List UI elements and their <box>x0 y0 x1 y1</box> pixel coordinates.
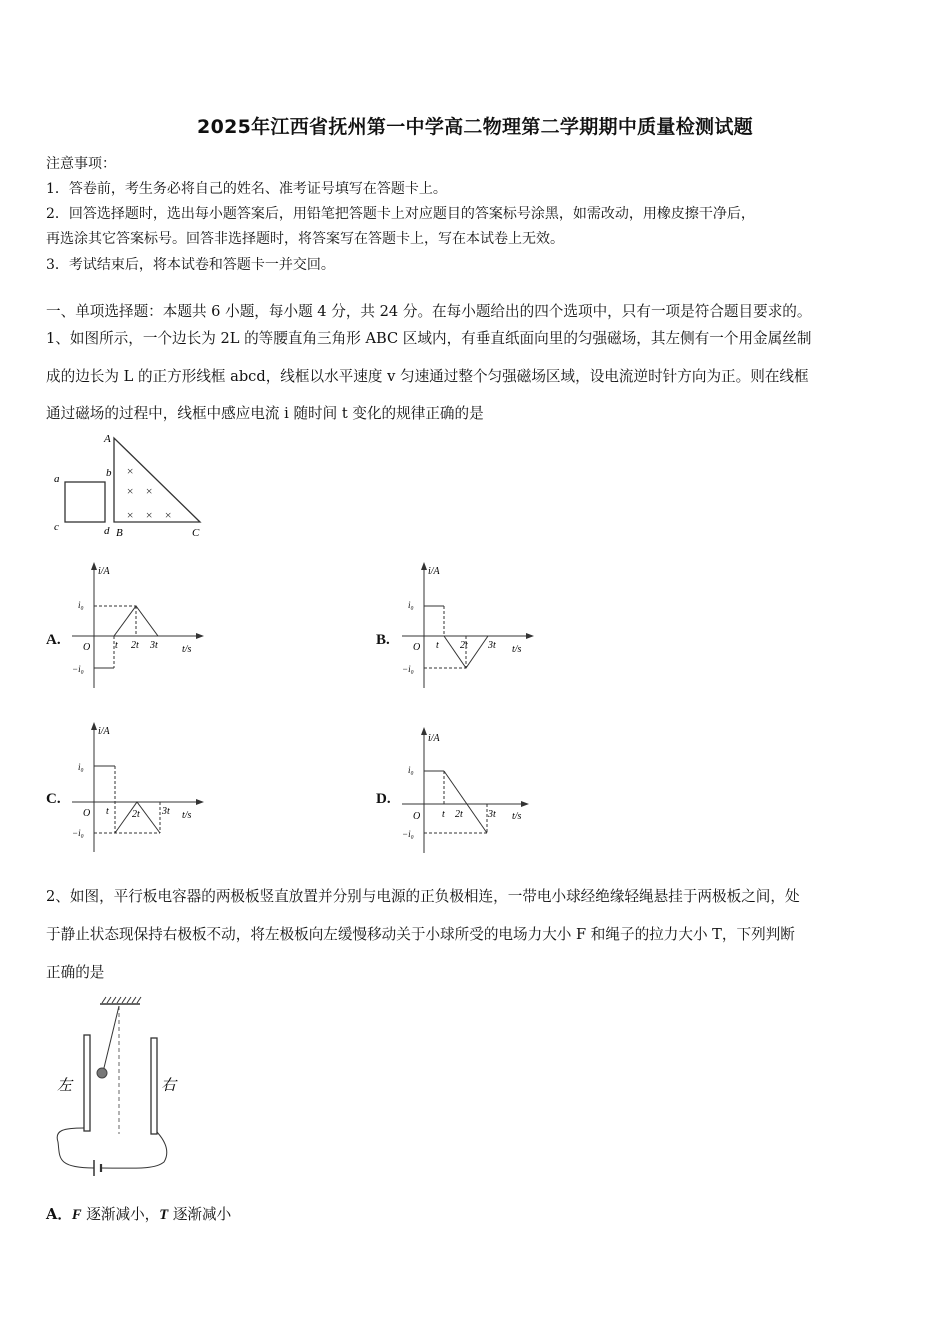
svg-text:3t: 3t <box>162 806 170 817</box>
right-plate-label: 右 <box>161 1078 177 1094</box>
svg-text:i/A: i/A <box>428 566 440 577</box>
option-c-label[interactable]: C. <box>46 791 61 807</box>
notice-item: 2．回答选择题时，选出每小题答案后，用铅笔把答题卡上对应题目的答案标号涂黑，如需改动，用橡皮擦干净后， <box>46 206 755 222</box>
option-a-graph[interactable] <box>70 560 210 694</box>
option-a-label[interactable]: A. <box>46 632 61 648</box>
question-2-figure <box>44 992 194 1191</box>
svg-text:3t: 3t <box>488 640 496 651</box>
svg-text:C: C <box>192 527 200 539</box>
notice-item: 1．答卷前，考生务必将自己的姓名、准考证号填写在答题卡上。 <box>46 181 447 197</box>
svg-text:d: d <box>104 525 110 537</box>
question-2-text: 正确的是 <box>46 964 105 981</box>
option-d-graph[interactable] <box>400 725 540 859</box>
svg-text:O: O <box>413 811 421 822</box>
svg-text:b: b <box>106 467 112 479</box>
svg-text:i₀: i₀ <box>408 600 414 610</box>
svg-text:−i₀: −i₀ <box>402 664 414 674</box>
option-a-text: 逐渐减小， <box>81 1206 160 1223</box>
svg-text:B: B <box>116 527 123 539</box>
option-c-graph[interactable] <box>70 720 210 859</box>
svg-text:c: c <box>54 521 59 533</box>
option-a-var-t: T <box>159 1207 169 1223</box>
option-a-var-f: F <box>71 1207 82 1223</box>
svg-text:−i₀: −i₀ <box>72 664 84 674</box>
svg-text:t: t <box>115 640 118 651</box>
svg-text:i₀: i₀ <box>78 762 84 772</box>
svg-text:2t: 2t <box>455 809 463 820</box>
question-2-option-a[interactable] <box>46 1203 231 1224</box>
svg-text:t/s: t/s <box>182 644 192 655</box>
question-1-text: 通过磁场的过程中，线框中感应电流 i 随时间 t 变化的规律正确的是 <box>46 405 484 422</box>
svg-text:−i₀: −i₀ <box>402 829 414 839</box>
question-1-figure <box>44 430 214 549</box>
page-title: 2025年江西省抚州第一中学高二物理第二学期期中质量检测试题 <box>197 116 753 138</box>
svg-text:t: t <box>436 640 439 651</box>
option-a-label: A． <box>46 1206 72 1223</box>
svg-text:3t: 3t <box>150 640 158 651</box>
svg-text:A: A <box>104 433 111 445</box>
question-2-text: 于静止状态现保持右极板不动，将左极板向左缓慢移动关于小球所受的电场力大小 F 和绳子的拉力大小 T，下列判断 <box>46 926 795 943</box>
notice-heading: 注意事项： <box>46 156 116 172</box>
svg-text:i/A: i/A <box>98 726 110 737</box>
question-1-text: 1、如图所示，一个边长为 2L 的等腰直角三角形 ABC 区域内，有垂直纸面向里的匀强磁场，其左侧有一个用金属丝制 <box>46 330 812 347</box>
left-plate-label: 左 <box>57 1078 73 1094</box>
notice-item: 3．考试结束后，将本试卷和答题卡一并交回。 <box>46 257 335 273</box>
svg-text:O: O <box>413 642 421 653</box>
svg-text:t/s: t/s <box>512 811 522 822</box>
question-1-text: 成的边长为 L 的正方形线框 abcd，线框以水平速度 v 匀速通过整个匀强磁场区域，设电流逆时针方向为正。则在线框 <box>46 368 809 385</box>
svg-text:×: × <box>126 464 135 478</box>
svg-text:O: O <box>83 642 91 653</box>
svg-text:t/s: t/s <box>182 810 192 821</box>
svg-text:2t: 2t <box>460 640 468 651</box>
svg-text:i/A: i/A <box>428 733 440 744</box>
option-d-label[interactable]: D. <box>376 791 391 807</box>
svg-text:3t: 3t <box>488 809 496 820</box>
svg-text:−i₀: −i₀ <box>72 828 84 838</box>
section-heading: 一、单项选择题：本题共 6 小题，每小题 4 分，共 24 分。在每小题给出的四个选项中，只有一项是符合题目要求的。 <box>46 303 812 320</box>
svg-text:×: × <box>145 508 154 522</box>
svg-text:t: t <box>106 806 109 817</box>
svg-text:a: a <box>54 473 60 485</box>
svg-text:i₀: i₀ <box>408 765 414 775</box>
option-b-label[interactable]: B. <box>376 632 390 648</box>
svg-text:i₀: i₀ <box>78 600 84 610</box>
svg-text:×: × <box>126 484 135 498</box>
svg-text:O: O <box>83 808 91 819</box>
svg-text:i/A: i/A <box>98 566 110 577</box>
svg-text:t: t <box>442 809 445 820</box>
option-a-text: 逐渐减小 <box>168 1206 232 1223</box>
svg-text:2t: 2t <box>132 809 140 820</box>
question-2-text: 2、如图，平行板电容器的两极板竖直放置并分别与电源的正负极相连，一带电小球经绝缘轻绳悬挂于两极板之间，处 <box>46 888 800 905</box>
svg-text:t/s: t/s <box>512 644 522 655</box>
notice-item: 再选涂其它答案标号。回答非选择题时，将答案写在答题卡上，写在本试卷上无效。 <box>46 231 564 247</box>
option-b-graph[interactable] <box>400 560 540 694</box>
svg-text:2t: 2t <box>131 640 139 651</box>
svg-text:×: × <box>126 508 135 522</box>
svg-text:×: × <box>145 484 154 498</box>
svg-text:×: × <box>164 508 173 522</box>
